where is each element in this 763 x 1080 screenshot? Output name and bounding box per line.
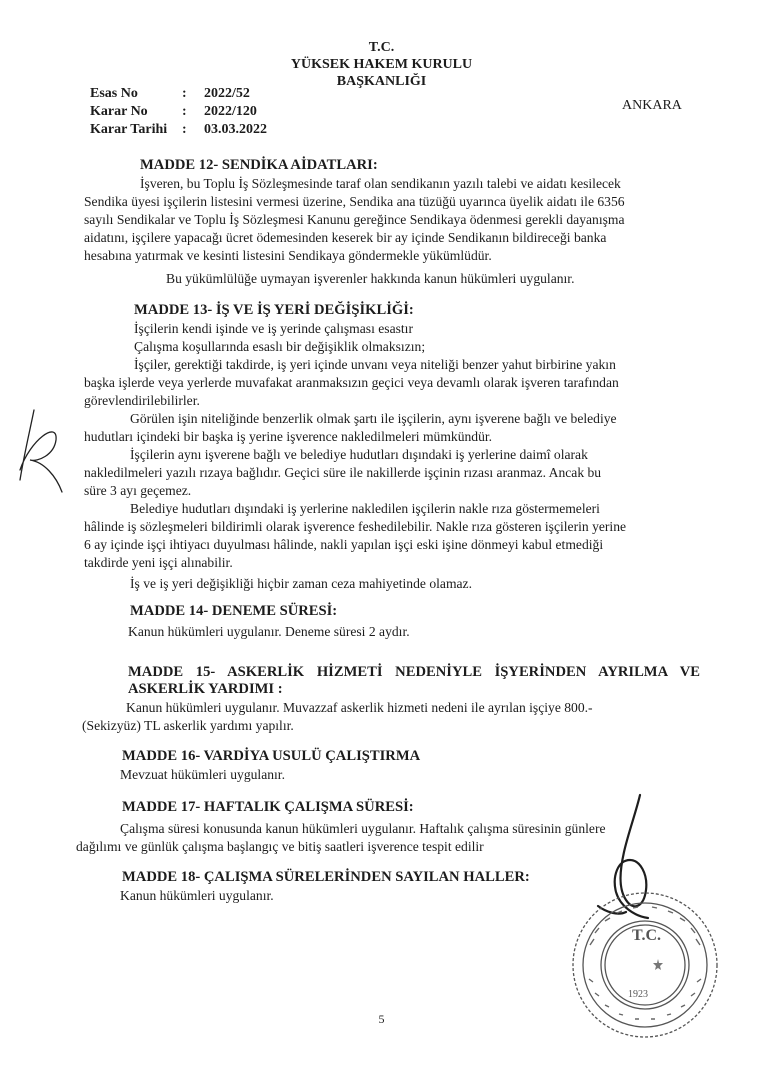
article-13-line: hâlinde iş sözleşmeleri bildirimli olarak işverence feshedilebilir. Nakle rıza gösteren işçilerin yerine bbox=[84, 519, 627, 534]
article-13-line: Çalışma koşullarında esaslı bir değişiklik olmaksızın; bbox=[134, 339, 426, 354]
seal-tc: T.C. bbox=[632, 927, 662, 944]
article-13-line: Görülen işin niteliğinde benzerlik olmak şartı ile işçilerin, aynı işverene bağlı ve belediye bbox=[130, 411, 617, 426]
city: ANKARA bbox=[622, 98, 682, 113]
article-13-line: Belediye hudutları dışındaki iş yerlerine nakledilen işçilerin nakle rıza göstermemeleri bbox=[130, 501, 600, 516]
page-number: 5 bbox=[378, 1012, 385, 1026]
article-12-line: İşveren, bu Toplu İş Sözleşmesinde taraf olan sendikanın yazılı talebi ve aidatı kesilecek bbox=[140, 176, 621, 191]
article-18-heading: MADDE 18- ÇALIŞMA SÜRELERİNDEN SAYILAN HALLER: bbox=[122, 869, 530, 885]
article-16-line: Mevzuat hükümleri uygulanır. bbox=[120, 767, 285, 782]
article-12-heading: MADDE 12- SENDİKA AİDATLARI: bbox=[140, 157, 378, 173]
article-14-heading: MADDE 14- DENEME SÜRESİ: bbox=[130, 603, 338, 619]
meta-label: Esas No bbox=[90, 86, 138, 101]
article-14-line: Kanun hükümleri uygulanır. Deneme süresi 2 aydır. bbox=[128, 624, 410, 639]
meta-karar-no bbox=[90, 104, 257, 120]
article-17-line: dağılımı ve günlük çalışma başlangıç ve bitiş saatleri işverence tespit edilir bbox=[76, 839, 484, 854]
article-18-line: Kanun hükümleri uygulanır. bbox=[120, 888, 274, 903]
header-tc: T.C. bbox=[368, 40, 395, 55]
meta-karar-tarihi bbox=[90, 122, 267, 138]
article-12-line: sayılı Sendikalar ve Toplu İş Sözleşmesi Kanunu gereğince Sendikaya ödenmesi gerekli dayanışma bbox=[84, 212, 625, 227]
header-institution: YÜKSEK HAKEM KURULU bbox=[290, 57, 473, 72]
article-13-line: süre 3 ayı geçemez. bbox=[84, 483, 192, 498]
article-12-line: Sendika üyesi işçilerin listesini vermesi üzerine, Sendika ana tüzüğü uyarınca üyelik aidatı ile 6356 bbox=[84, 194, 625, 209]
article-17-heading: MADDE 17- HAFTALIK ÇALIŞMA SÜRESİ: bbox=[122, 799, 414, 815]
article-13-heading: MADDE 13- İŞ VE İŞ YERİ DEĞİŞİKLİĞİ: bbox=[134, 302, 414, 318]
article-15-heading-cont: ASKERLİK YARDIMI : bbox=[128, 681, 283, 697]
article-15-line: (Sekizyüz) TL askerlik yardımı yapılır. bbox=[82, 718, 294, 733]
article-13-line: İş ve iş yeri değişikliği hiçbir zaman ceza mahiyetinde olamaz. bbox=[130, 576, 472, 591]
seal-year: 1923 bbox=[628, 989, 648, 1000]
meta-colon: : bbox=[182, 104, 187, 119]
article-12-line: hesabına yatırmak ve kesinti listesini Sendikaya göndermekle yükümlüdür. bbox=[84, 248, 492, 263]
meta-colon: : bbox=[182, 86, 187, 101]
article-12-line: Bu yükümlülüğe uymayan işverenler hakkında kanun hükümleri uygulanır. bbox=[166, 271, 575, 286]
meta-value: 03.03.2022 bbox=[204, 122, 267, 137]
meta-value: 2022/52 bbox=[204, 86, 250, 101]
meta-colon: : bbox=[182, 122, 187, 137]
article-13-line: görevlendirilebilirler. bbox=[84, 393, 200, 408]
article-17-line: Çalışma süresi konusunda kanun hükümleri uygulanır. Haftalık çalışma süresinin günlere bbox=[120, 821, 606, 836]
article-13-line: başka işlerde veya yerlerde muvafakat aranmaksızın geçici veya devamlı olarak işveren tarafından bbox=[84, 375, 619, 390]
article-13-line: İşçilerin kendi işinde ve iş yerinde çalışması esastır bbox=[134, 321, 413, 336]
article-13-line: İşçilerin aynı işverene bağlı ve belediye hudutları dışındaki iş yerlerine daimî olarak bbox=[130, 447, 588, 462]
meta-label: Karar Tarihi bbox=[90, 122, 168, 137]
article-15-line: Kanun hükümleri uygulanır. Muvazzaf askerlik hizmeti nedeni ile ayrılan işçiye 800.- bbox=[126, 700, 593, 715]
article-13-line: İşçiler, gerektiği takdirde, iş yeri içinde unvanı veya niteliği benzer yahut birbirine yakın bbox=[134, 357, 616, 372]
article-13-line: hudutları içindeki bir başka iş yerine işverence nakledilmeleri mümkündür. bbox=[84, 429, 493, 444]
article-12-line: aidatını, işçilere yapacağı ücret ödemesinden keserek bir ay içinde Sendikanın bildireceği banka bbox=[84, 230, 607, 245]
meta-value: 2022/120 bbox=[204, 104, 257, 119]
article-13-line: 6 ay içinde işçi ihtiyacı duyulması hâlinde, nakli yapılan işçi eski işine dönmeyi kabul etmediği bbox=[84, 537, 604, 552]
article-15-heading: MADDE 15- ASKERLİK HİZMETİ NEDENİYLE İŞYERİNDEN AYRILMA VE bbox=[128, 664, 700, 680]
article-13-line: nakledilmeleri yazılı rızaya bağlıdır. Geçici süre ile nakillerde işçinin rızası aranmaz. Ancak bu bbox=[84, 465, 602, 480]
meta-label: Karar No bbox=[90, 104, 148, 119]
article-16-heading: MADDE 16- VARDİYA USULÜ ÇALIŞTIRMA bbox=[122, 748, 421, 764]
article-13-line: takdirde yeni işçi alınabilir. bbox=[84, 555, 233, 570]
header-presidency: BAŞKANLIĞI bbox=[336, 74, 427, 89]
meta-esas-no bbox=[90, 86, 250, 102]
